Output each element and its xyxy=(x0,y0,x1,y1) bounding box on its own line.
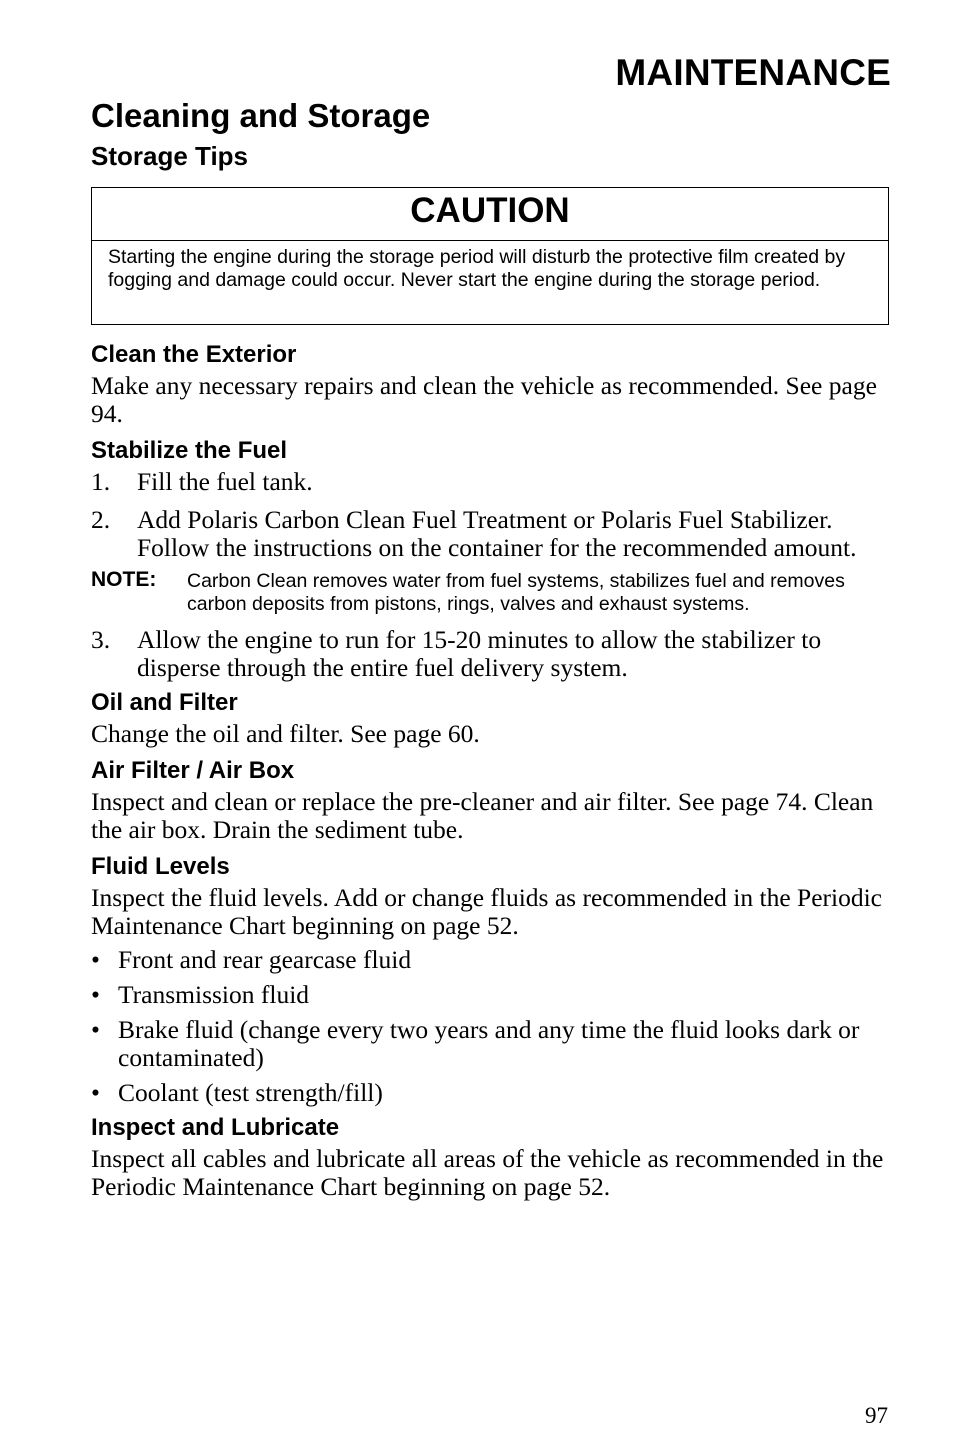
list-item-text: Brake fluid (change every two years and any time the fluid looks dark or contaminated) xyxy=(118,1015,860,1072)
chapter-title: MAINTENANCE xyxy=(615,52,891,93)
caution-title: CAUTION xyxy=(92,188,888,241)
step-text: Allow the engine to run for 15-20 minutes to allow the stabilizer to disperse through the entire fuel delivery system. xyxy=(137,625,822,682)
stabilize-fuel-steps xyxy=(91,468,891,562)
clean-exterior-text: Make any necessary repairs and clean the vehicle as recommended. See page 94. xyxy=(91,371,877,428)
list-item xyxy=(91,981,891,1009)
fluid-levels-list xyxy=(91,946,891,1107)
page-number: 97 xyxy=(865,1403,888,1428)
step-number: 3. xyxy=(91,625,111,654)
inspect-lubricate-heading: Inspect and Lubricate xyxy=(91,1114,340,1141)
oil-filter-heading: Oil and Filter xyxy=(91,689,238,716)
bullet: • xyxy=(91,1078,100,1107)
content-flow xyxy=(91,338,891,1207)
subsection-title: Storage Tips xyxy=(91,141,249,171)
step-number: 1. xyxy=(91,467,111,496)
list-item-text: Coolant (test strength/fill) xyxy=(118,1078,383,1107)
air-filter-heading: Air Filter / Air Box xyxy=(91,757,295,784)
step-text: Fill the fuel tank. xyxy=(137,467,313,496)
air-filter-text: Inspect and clean or replace the pre-cleaner and air filter. See page 74. Clean the air box. Drain the sediment tube. xyxy=(91,787,874,844)
list-item xyxy=(91,1016,891,1072)
caution-box xyxy=(91,187,889,325)
bullet: • xyxy=(91,980,100,1009)
stabilize-fuel-steps-continued xyxy=(91,626,891,682)
bullet: • xyxy=(91,945,100,974)
list-item xyxy=(91,1079,891,1107)
note xyxy=(91,570,891,616)
oil-filter-text: Change the oil and filter. See page 60. xyxy=(91,719,480,748)
list-item-text: Front and rear gearcase fluid xyxy=(118,945,412,974)
step-text: Add Polaris Carbon Clean Fuel Treatment or Polaris Fuel Stabilizer. Follow the instructions on the container for the recommended amount. xyxy=(137,505,857,562)
note-text: Carbon Clean removes water from fuel systems, stabilizes fuel and removes carbon deposits from pistons, rings, valves and exhaust systems. xyxy=(187,570,845,615)
section-title: Cleaning and Storage xyxy=(91,97,431,134)
list-item xyxy=(91,506,891,562)
list-item-text: Transmission fluid xyxy=(118,980,310,1009)
inspect-lubricate-text: Inspect all cables and lubricate all areas of the vehicle as recommended in the Periodic Maintenance Chart beginning on page 52. xyxy=(91,1144,884,1201)
stabilize-fuel-heading: Stabilize the Fuel xyxy=(91,437,288,464)
fluid-levels-text: Inspect the fluid levels. Add or change fluids as recommended in the Periodic Maintenance Chart beginning on page 52. xyxy=(91,883,882,940)
bullet: • xyxy=(91,1015,100,1044)
clean-exterior-heading: Clean the Exterior xyxy=(91,341,297,368)
list-item xyxy=(91,626,891,682)
caution-text: Starting the engine during the storage period will disturb the protective film created by fogging and damage could occur. Never start the engine during the storage period. xyxy=(108,246,846,291)
fluid-levels-heading: Fluid Levels xyxy=(91,853,230,880)
list-item xyxy=(91,468,891,496)
list-item xyxy=(91,946,891,974)
note-label: NOTE: xyxy=(91,568,157,591)
step-number: 2. xyxy=(91,505,111,534)
